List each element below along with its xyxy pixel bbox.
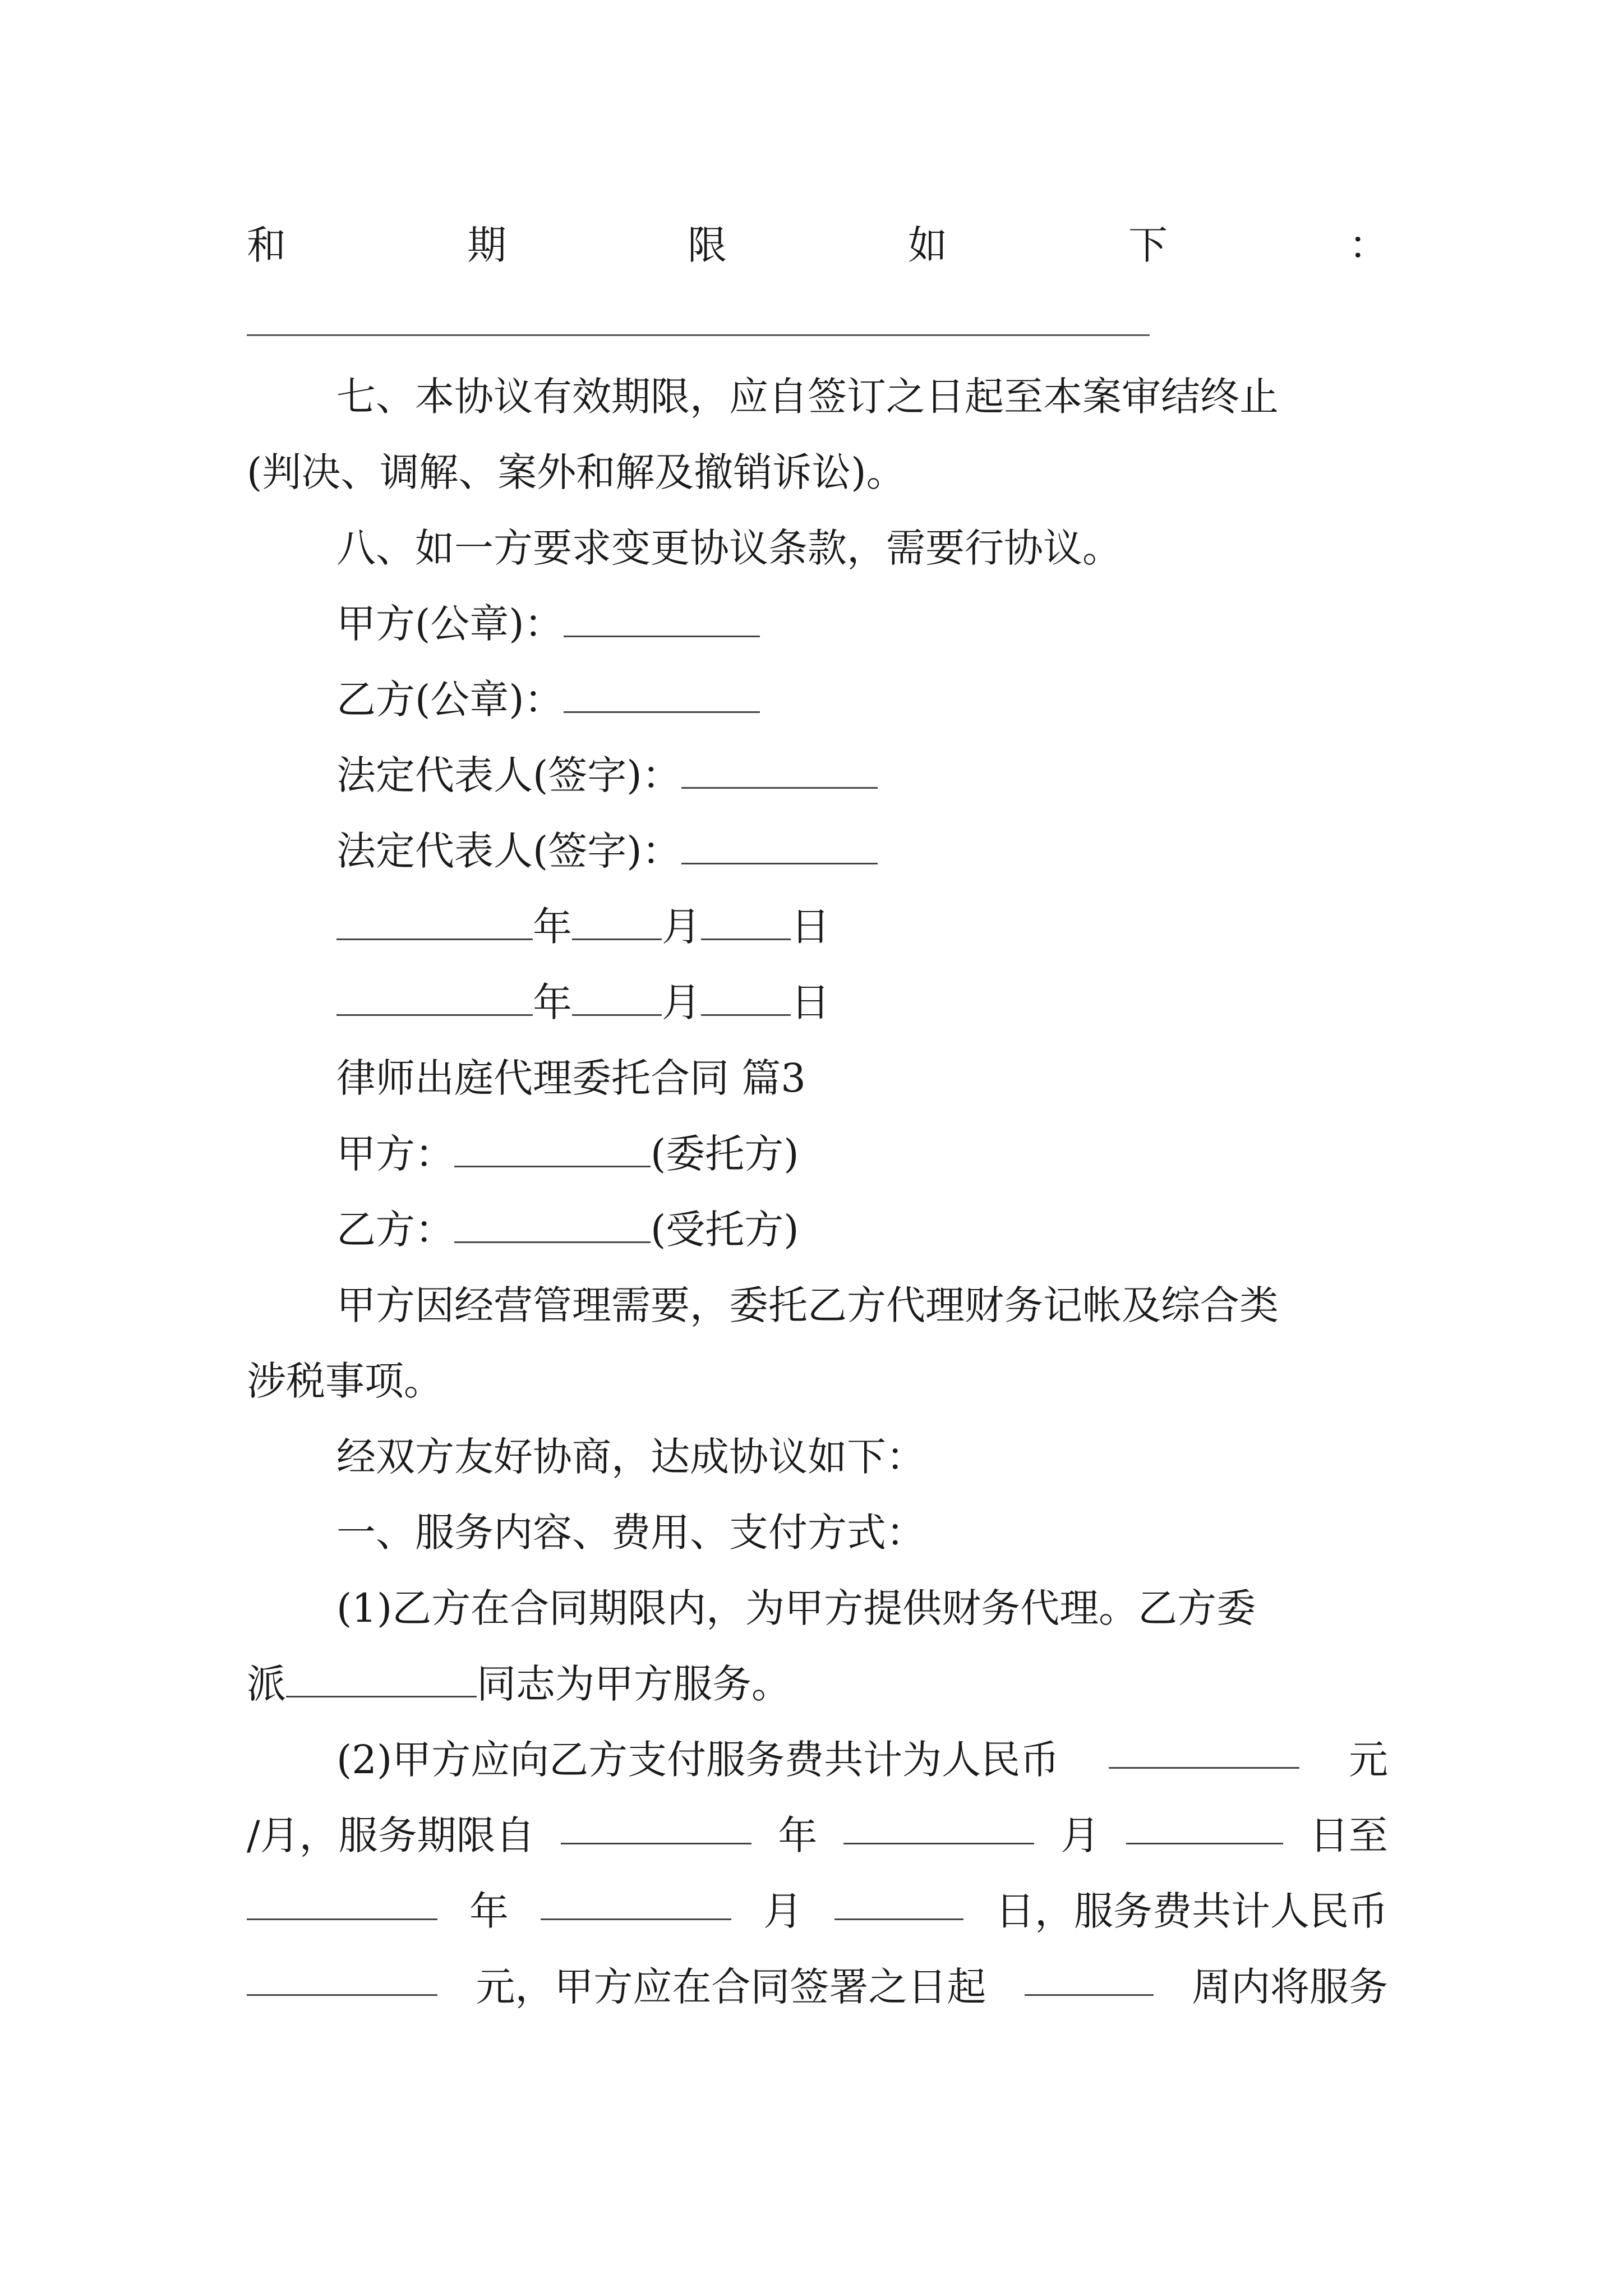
weeks-blank[interactable] <box>1025 1962 1154 1996</box>
clause-seven: 七、本协议有效期限，应自签订之日起至本案审结终止 <box>336 374 1279 420</box>
signature-blank[interactable] <box>681 754 878 789</box>
day-label: 日 <box>791 979 830 1025</box>
role: (委托方) <box>651 1131 799 1177</box>
year-label: 年 <box>533 979 572 1025</box>
month-blank[interactable] <box>572 906 662 940</box>
section-title: 律师出庭代理委托合同 篇3 <box>336 1055 806 1101</box>
month-label: 月 <box>662 979 701 1025</box>
day-blank[interactable] <box>701 982 791 1016</box>
fill-in-rule <box>247 334 1150 336</box>
text-char: 和 <box>247 222 286 268</box>
text: 年 <box>778 1812 818 1858</box>
text: 年 <box>469 1888 509 1934</box>
start-day-blank[interactable] <box>1126 1810 1283 1844</box>
end-day-blank[interactable] <box>834 1886 963 1920</box>
party-a-seal <box>336 599 1388 649</box>
text: 元 <box>1349 1737 1388 1783</box>
party-b-seal <box>336 674 1388 725</box>
start-month-blank[interactable] <box>843 1810 1034 1844</box>
purpose-paragraph-continued: 涉税事项。 <box>247 1358 443 1404</box>
text: 日，服务费共计人民币 <box>995 1888 1388 1934</box>
section-one-heading: 一、服务内容、费用、支付方式： <box>336 1510 925 1556</box>
item-one-continued <box>247 1659 1388 1709</box>
service-period-line <box>247 1810 1388 1861</box>
payment-line <box>247 1962 1388 2012</box>
text: 派 <box>247 1661 286 1707</box>
month-blank[interactable] <box>572 982 662 1016</box>
seal-blank[interactable] <box>564 603 760 637</box>
staff-name-blank[interactable] <box>286 1663 477 1697</box>
party-b-blank[interactable] <box>454 1209 651 1243</box>
date-line-2 <box>336 977 1388 1028</box>
start-year-blank[interactable] <box>561 1810 751 1844</box>
text: 月 <box>1061 1812 1100 1858</box>
text: 同志为甲方服务。 <box>477 1661 791 1707</box>
label: 甲方(公章)： <box>336 601 564 647</box>
text-char: 下 <box>1128 222 1168 268</box>
year-blank[interactable] <box>336 906 533 940</box>
text-char: 期 <box>467 222 506 268</box>
month-label: 月 <box>662 904 701 950</box>
end-year-blank[interactable] <box>247 1886 437 1920</box>
clause-seven-continued: (判决、调解、案外和解及撤销诉讼)。 <box>247 449 906 495</box>
text-char: 如 <box>908 222 947 268</box>
item-two <box>336 1734 1388 1785</box>
label: 法定代表人(签字)： <box>336 752 681 798</box>
clause-eight: 八、如一方要求变更协议条款，需要行协议。 <box>336 525 1122 571</box>
role: (受托方) <box>651 1207 799 1253</box>
end-month-blank[interactable] <box>541 1886 731 1920</box>
item-one: (1)乙方在合同期限内，为甲方提供财务代理。乙方委 <box>336 1585 1256 1631</box>
year-label: 年 <box>533 904 572 950</box>
text: 元，甲方应在合同签署之日起 <box>476 1964 986 2010</box>
signature-blank[interactable] <box>681 830 878 864</box>
text: /月，服务期限自 <box>247 1812 535 1858</box>
text: 日至 <box>1309 1812 1388 1858</box>
year-blank[interactable] <box>336 982 533 1016</box>
text: 月 <box>763 1888 803 1934</box>
party-a-line <box>336 1129 1388 1179</box>
agreement-intro: 经双方友好协商，达成协议如下： <box>336 1434 925 1480</box>
justified-heading-line <box>247 220 1388 270</box>
label: 乙方(公章)： <box>336 677 564 723</box>
day-blank[interactable] <box>701 906 791 940</box>
legal-rep-signature-2 <box>336 826 1388 876</box>
party-b-line <box>336 1204 1388 1255</box>
service-period-end-line <box>247 1886 1388 1936</box>
text: 周内将服务 <box>1191 1964 1388 2010</box>
label: 法定代表人(签字)： <box>336 828 681 874</box>
text: (2)甲方应向乙方支付服务费共计为人民币 <box>336 1737 1060 1783</box>
legal-rep-signature-1 <box>336 750 1388 800</box>
purpose-paragraph: 甲方因经营管理需要，委托乙方代理财务记帐及综合类 <box>336 1282 1279 1328</box>
monthly-fee-blank[interactable] <box>1109 1734 1299 1769</box>
seal-blank[interactable] <box>564 679 760 713</box>
date-line-1 <box>336 901 1388 952</box>
text-char: ： <box>1349 222 1388 268</box>
text-char: 限 <box>688 222 727 268</box>
label: 甲方： <box>336 1131 454 1177</box>
label: 乙方： <box>336 1207 454 1253</box>
total-fee-blank[interactable] <box>247 1962 437 1996</box>
day-label: 日 <box>791 904 830 950</box>
party-a-blank[interactable] <box>454 1133 651 1167</box>
